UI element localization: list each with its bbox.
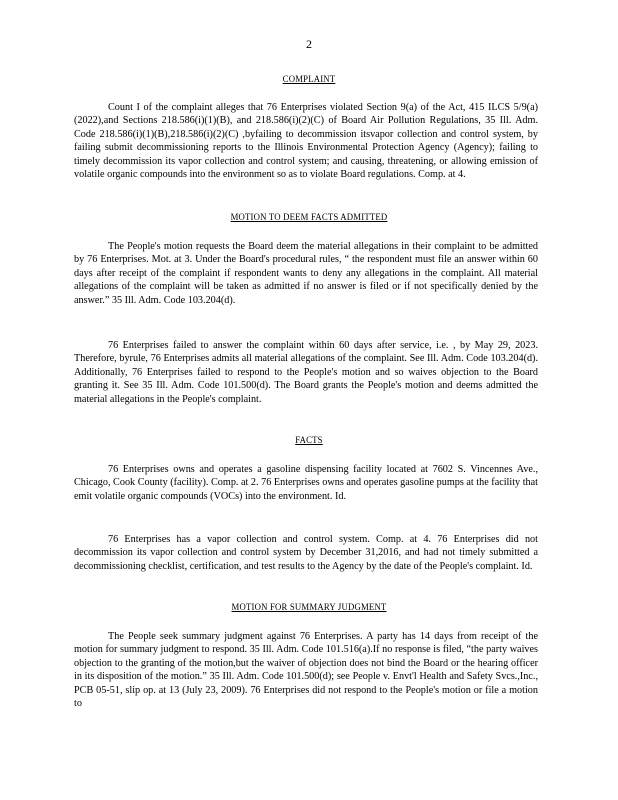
paragraph-facts-2: 76 Enterprises has a vapor collection and control system. Comp. at 4. 76 Enterprises did not decommission its vapor collection and control system by December 31,2016, and had not timely submitted a decommissioning checklist, certification, and test results to the Agency by the date of the People's complaint. Id.	[74, 534, 538, 572]
heading-facts: FACTS	[295, 436, 323, 446]
paragraph-motion-deem-2: 76 Enterprises failed to answer the complaint within 60 days after service, i.e. , by May 29, 2023. Therefore, byrule, 76 Enterprises admits all material allegations of the complaint. See Ill. Adm. Code 103.204(d). Additionally, 76 Enterprises failed to respond to the People's motion and so waives objection to the Board granting it. See 35 Ill. Adm. Code 101.500(d). The Board grants the People's motion and deems admitted the material allegations in the People's complaint.	[74, 340, 538, 405]
heading-complaint: COMPLAINT	[282, 75, 336, 85]
heading-summary-judgment: MOTION FOR SUMMARY JUDGMENT	[231, 603, 387, 613]
paragraph-motion-deem-1: The People's motion requests the Board deem the material allegations in their complaint to be admitted by 76 Enterprises. Mot. at 3. Under the Board's procedural rules, “ the respondent must file an answer within 60 days after receipt of the complaint if respondent wants to deny any allegations in the complaint. All material allegations of the complaint will be taken as admitted if no answer is filed or if not specifically denied by the answer.” 35 Ill. Adm. Code 103.204(d).	[74, 241, 538, 306]
paragraph-facts-1: 76 Enterprises owns and operates a gasoline dispensing facility located at 7602 S. Vincennes Ave., Chicago, Cook County (facility). Comp. at 2. 76 Enterprises owns and operates gasoline pumps at the facility that emit volatile organic compounds (VOCs) into the environment. Id.	[74, 464, 538, 502]
paragraph-complaint: Count I of the complaint alleges that 76 Enterprises violated Section 9(a) of the Act, 415 ILCS 5/9(a) (2022),and Sections 218.586(i)(1)(B), and 218.586(i)(2)(C) of Board Air Pollution Regulations, 35 Ill. Adm. Code 218.586(i)(1)(B),218.586(i)(2)(C) ,byfailing to decommission itsvapor collection and control system, by failing submit decommissioning reports to the Illinois Environmental Protection Agency (Agency); failing to timely decommission its vapor collection and control system; and causing, threatening, or allowing emission of volatile organic compounds into the environment so as to violate Board regulations. Comp. at 4.	[74, 102, 538, 181]
heading-motion-deem-facts: MOTION TO DEEM FACTS ADMITTED	[230, 213, 388, 223]
page-number: 2	[306, 37, 312, 51]
paragraph-summary-judgment: The People seek summary judgment against 76 Enterprises. A party has 14 days from receipt of the motion for summary judgment to respond. 35 Ill. Adm. Code 101.516(a).If no response is filed, “the party waives objection to the granting of the motion,but the waiver of objection does not bind the Board or the hearing officer in its disposition of the motion.” 35 Ill. Adm. Code 101.500(d); see People v. Envt'l Health and Safety Svcs.,Inc., PCB 05-51, slip op. at 13 (July 23, 2009). 76 Enterprises did not respond to the People's motion or file a motion to	[74, 631, 538, 710]
